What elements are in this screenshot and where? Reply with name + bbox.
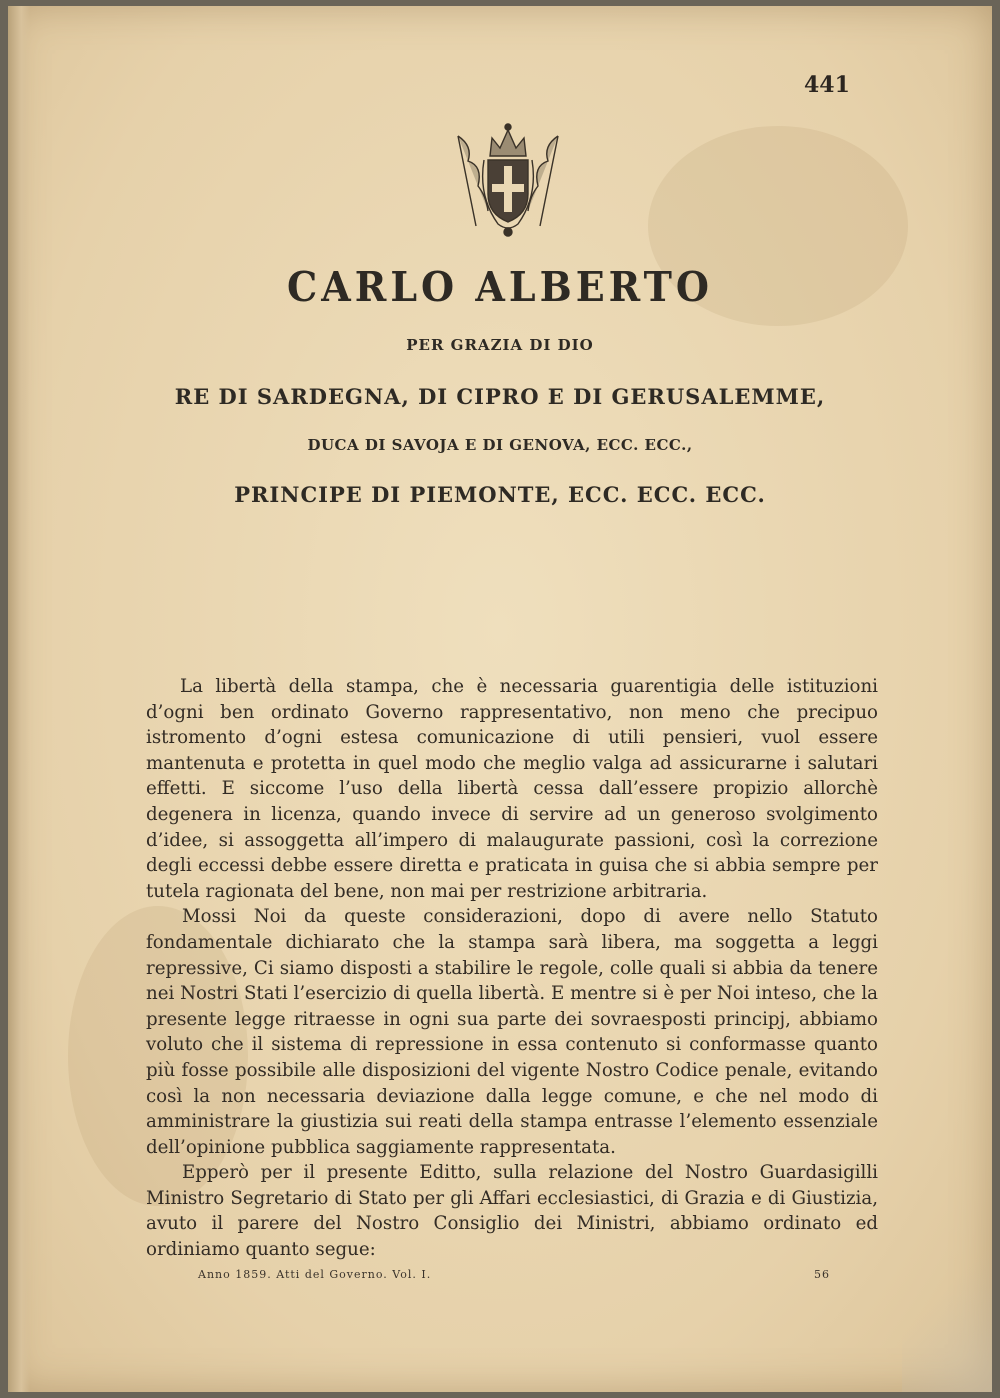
subtitle-grazia: PER GRAZIA DI DIO xyxy=(406,336,594,354)
footer-signature-mark: 56 xyxy=(814,1268,830,1281)
body-text xyxy=(146,674,878,1263)
footer-citation: Anno 1859. Atti del Governo. Vol. I. xyxy=(198,1268,432,1281)
page-number: 441 xyxy=(804,72,850,98)
binding-edge xyxy=(8,6,30,1392)
paragraph: Mossi Noi da queste considerazioni, dopo di avere nello Statuto fondamentale dichiarato che la stampa sarà libera, ma soggetta a leggi repressive, Ci siamo disposti a stabilire le regole, colle quali si abbia da tenere nei Nostri Stati l’esercizio di quella libertà. E mentre si è per Noi inteso, che la presente legge ritraesse in ogni sua parte dei sovraesposti principj, abbiamo voluto che il sistema di repressione in essa contenuto si conformasse quanto più fosse possibile alle disposizioni del vigente Nostro Codice penale, evitando così la non necessaria deviazione dalla legge comune, e che nel modo di amministrare la giustizia sui reati della stampa entrasse l’elemento essenziale dell’opinione pubblica saggiamente rappresentata. xyxy=(146,906,878,1158)
document-page xyxy=(8,6,992,1392)
subtitle-duca: DUCA DI SAVOJA E DI GENOVA, ECC. ECC., xyxy=(307,436,693,454)
corner-wear xyxy=(902,1232,992,1392)
paragraph: Epperò per il presente Editto, sulla relazione del Nostro Guardasigilli Ministro Segretario di Stato per gli Affari ecclesiastici, di Grazia e di Giustizia, avuto il parere del Nostro Consiglio dei Ministri, abbiamo ordinato ed ordiniamo quanto segue: xyxy=(146,1162,878,1261)
savoy-crest-icon xyxy=(448,116,568,241)
subtitle-re: RE DI SARDEGNA, DI CIPRO E DI GERUSALEMME, xyxy=(174,384,826,409)
paragraph: La libertà della stampa, che è necessaria guarentigia delle istituzioni d’ogni ben ordinato Governo rappresentativo, non meno che precipuo istromento d’ogni estesa comunicazione di utili pensieri, vuol essere mantenuta e protetta in quel modo che meglio valga ad assicurarne i salutari effetti. E siccome l’uso della libertà cessa dall’essere propizio allorchè degenera in licenza, quando invece di servire ad un generoso svolgimento d’idee, si assoggetta all’impero di malaugurate passioni, così la correzione degli eccessi debbe essere diretta e praticata in guisa che si abbia sempre per tutela ragionata del bene, non mai per restrizione arbitraria. xyxy=(146,676,878,902)
page-title: CARLO ALBERTO xyxy=(287,262,713,311)
subtitle-principe: PRINCIPE DI PIEMONTE, ECC. ECC. ECC. xyxy=(234,482,766,507)
